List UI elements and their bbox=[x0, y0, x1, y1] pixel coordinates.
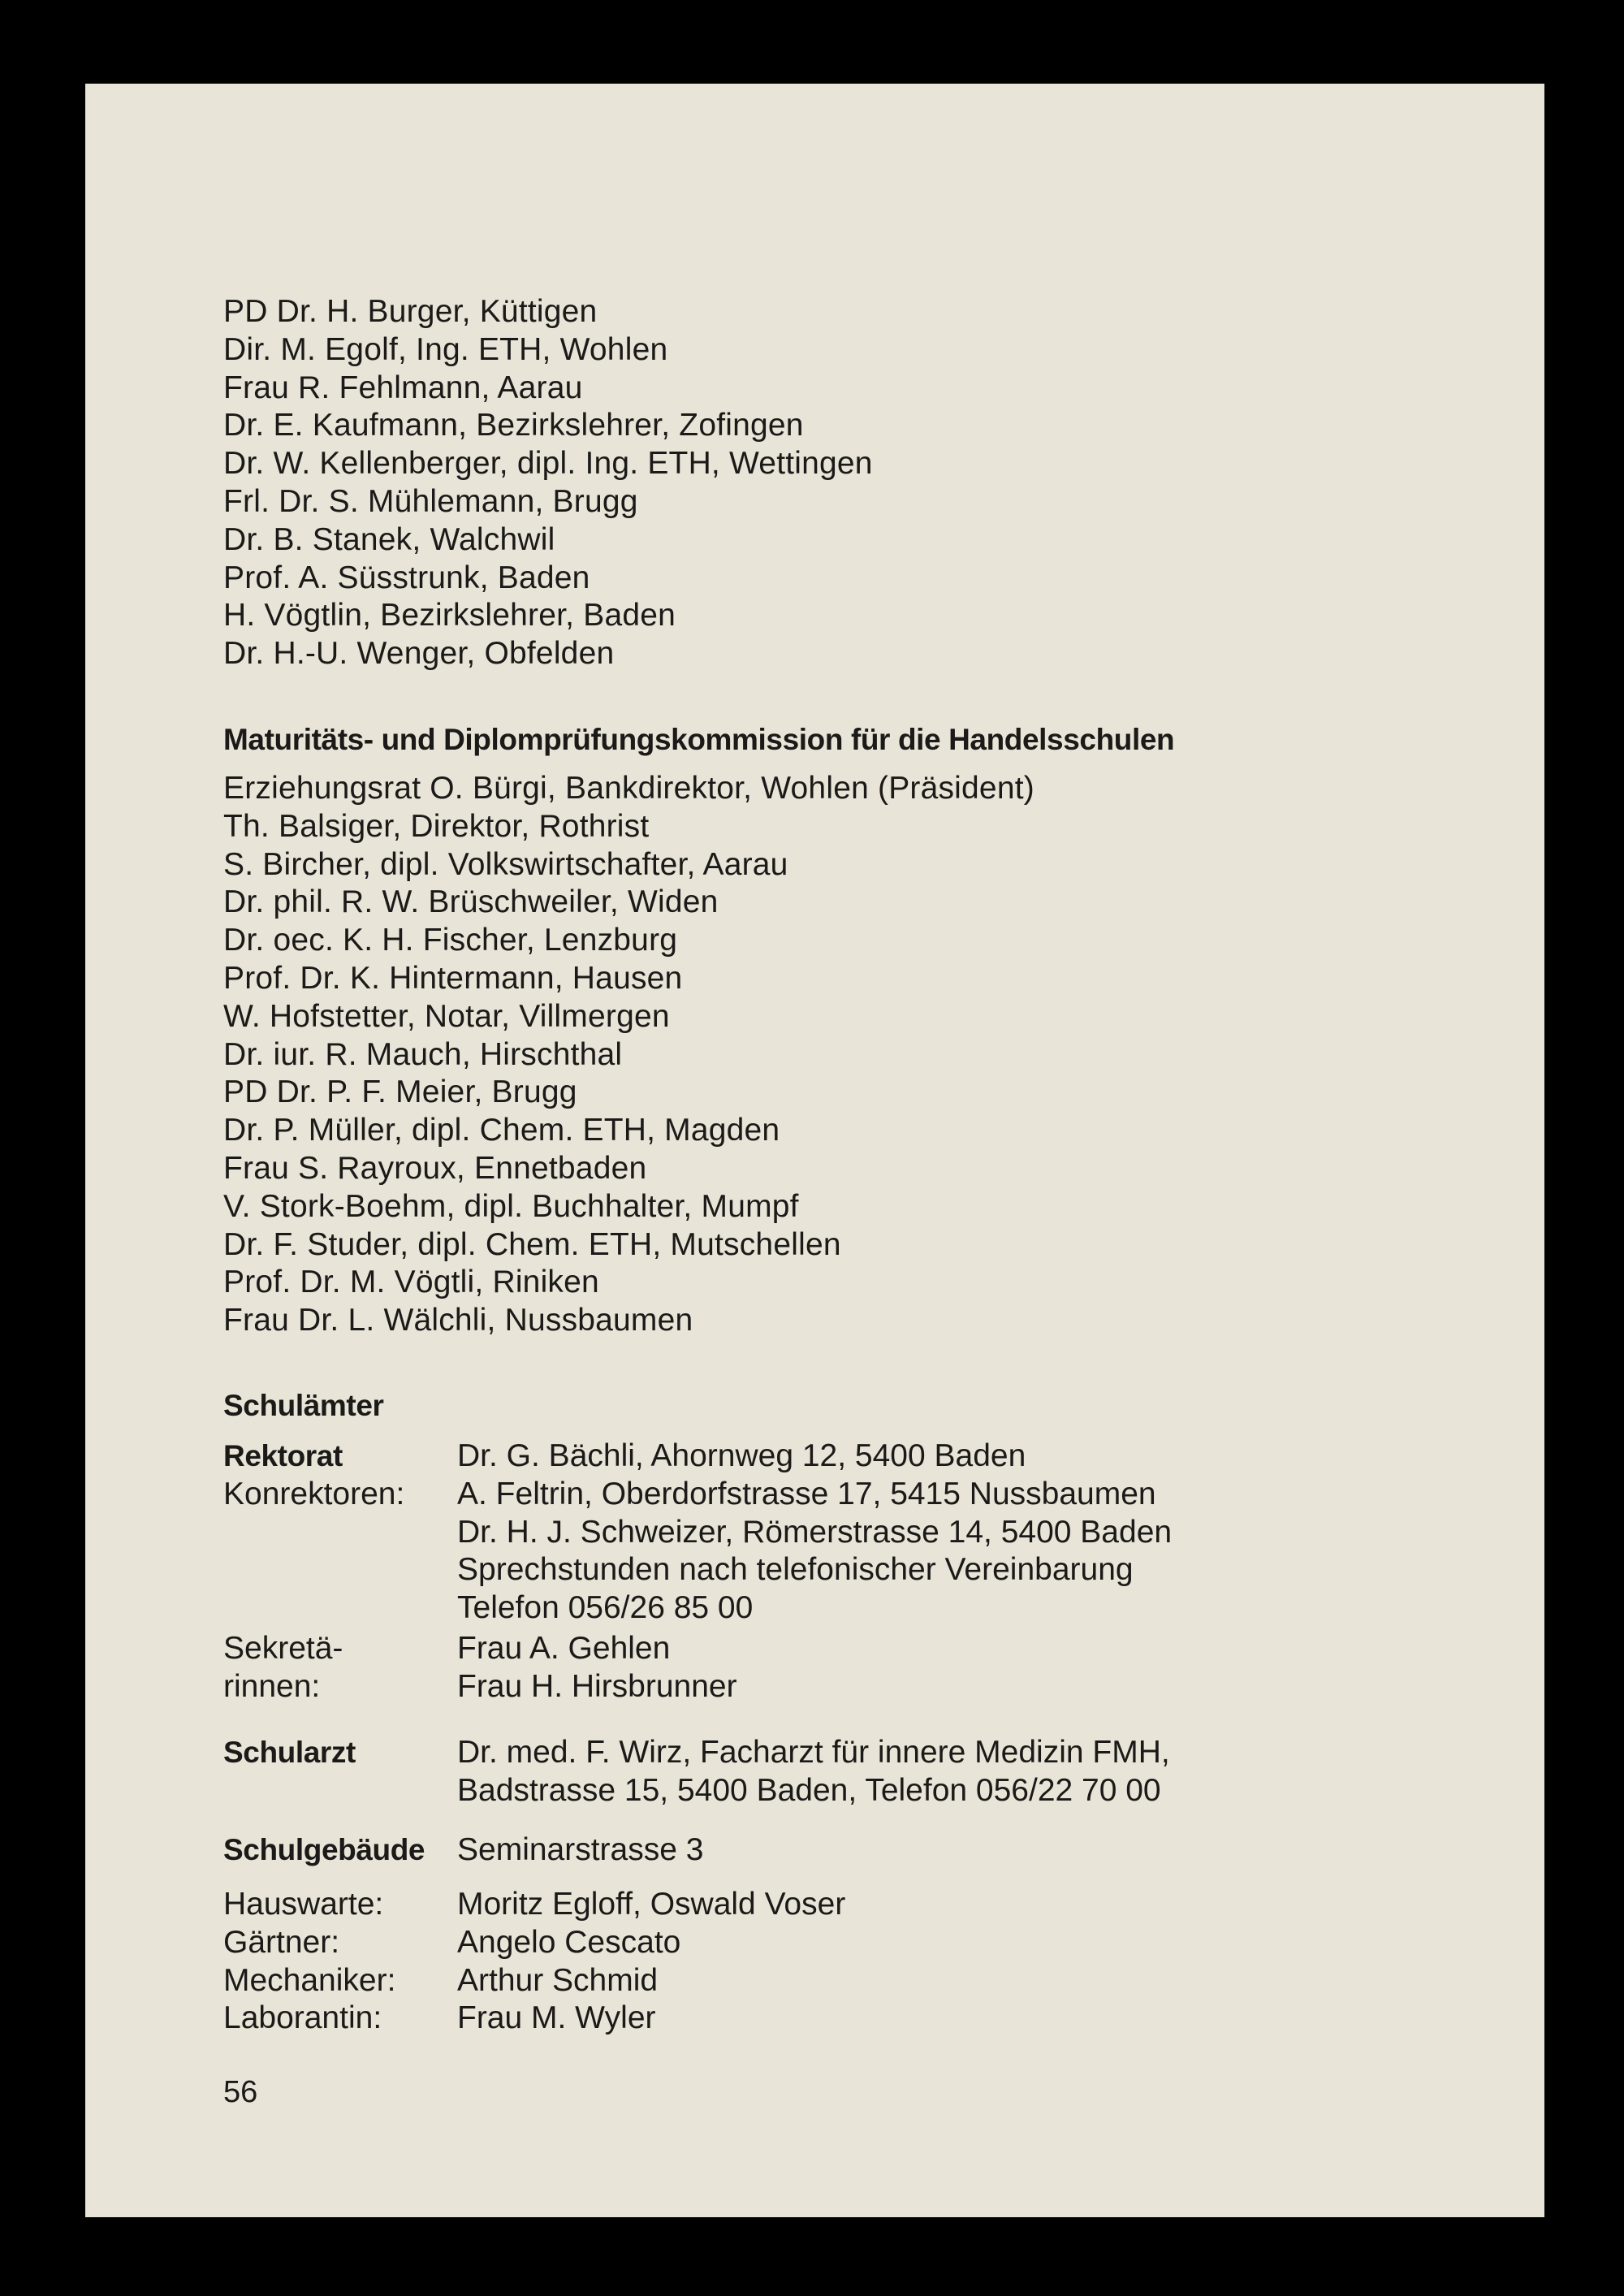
list-item: V. Stork-Boehm, dipl. Buchhalter, Mumpf bbox=[223, 1188, 799, 1224]
staff-value: Frau M. Wyler bbox=[457, 2000, 656, 2036]
rektorat-value: Dr. G. Bächli, Ahornweg 12, 5400 Baden bbox=[457, 1438, 1026, 1473]
staff-label: Gärtner: bbox=[223, 1924, 340, 1960]
konrektoren-label: Konrektoren: bbox=[223, 1476, 405, 1511]
konrektoren-line: A. Feltrin, Oberdorfstrasse 17, 5415 Nussbaumen bbox=[457, 1476, 1156, 1511]
list-item: Dr. oec. K. H. Fischer, Lenzburg bbox=[223, 923, 678, 958]
document-page bbox=[85, 84, 1544, 2217]
list-item: Dr. B. Stanek, Walchwil bbox=[223, 521, 555, 557]
sekretaerin-name: Frau H. Hirsbrunner bbox=[457, 1668, 737, 1704]
schularzt-line: Dr. med. F. Wirz, Facharzt für innere Medizin FMH, bbox=[457, 1735, 1170, 1770]
schulgebaeude-label: Schulgebäude bbox=[223, 1833, 425, 1866]
list-item: Dr. H.-U. Wenger, Obfelden bbox=[223, 636, 615, 672]
staff-value: Angelo Cescato bbox=[457, 1924, 681, 1960]
commission-heading: Maturitäts- und Diplomprüfungskommission für die Handelsschulen bbox=[223, 723, 1175, 756]
list-item: W. Hofstetter, Notar, Villmergen bbox=[223, 998, 670, 1034]
list-item: Prof. A. Süsstrunk, Baden bbox=[223, 560, 590, 595]
staff-row bbox=[223, 2000, 1360, 2038]
konrektoren-line: Telefon 056/26 85 00 bbox=[457, 1590, 754, 1626]
schulaemter-heading: Schulämter bbox=[223, 1389, 384, 1422]
list-item: Frau Dr. L. Wälchli, Nussbaumen bbox=[223, 1303, 693, 1338]
list-item: Dr. E. Kaufmann, Bezirkslehrer, Zofingen bbox=[223, 408, 804, 443]
list-item: Th. Balsiger, Direktor, Rothrist bbox=[223, 808, 650, 844]
staff-row bbox=[223, 1962, 1360, 2000]
schularzt-line: Badstrasse 15, 5400 Baden, Telefon 056/22 70 00 bbox=[457, 1772, 1161, 1808]
list-item: Dr. W. Kellenberger, dipl. Ing. ETH, Wettingen bbox=[223, 446, 873, 482]
staff-section bbox=[223, 1886, 1360, 2038]
sekretaerinnen-label: Sekretä- bbox=[223, 1631, 343, 1666]
rektorat-label: Rektorat bbox=[223, 1439, 343, 1472]
sekretaerinnen-label-cont: rinnen: bbox=[223, 1668, 321, 1704]
list-item: S. Bircher, dipl. Volkswirtschafter, Aarau bbox=[223, 846, 788, 882]
list-item: Dr. phil. R. W. Brüschweiler, Widen bbox=[223, 884, 719, 920]
schulgebaeude-section bbox=[223, 1831, 1360, 1870]
staff-value: Arthur Schmid bbox=[457, 1962, 659, 1998]
staff-value: Moritz Egloff, Oswald Voser bbox=[457, 1887, 846, 1922]
staff-label: Mechaniker: bbox=[223, 1962, 396, 1998]
staff-label: Hauswarte: bbox=[223, 1887, 384, 1922]
konrektoren-line: Sprechstunden nach telefonischer Vereinbarung bbox=[457, 1552, 1134, 1588]
list-item: Erziehungsrat O. Bürgi, Bankdirektor, Wohlen (Präsident) bbox=[223, 771, 1034, 806]
schulgebaeude-value: Seminarstrasse 3 bbox=[457, 1832, 704, 1867]
schularzt-section bbox=[223, 1734, 1360, 1810]
list-item: Dr. P. Müller, dipl. Chem. ETH, Magden bbox=[223, 1113, 780, 1148]
list-item: Prof. Dr. K. Hintermann, Hausen bbox=[223, 960, 683, 996]
list-item: H. Vögtlin, Bezirkslehrer, Baden bbox=[223, 598, 676, 633]
commission-member-list bbox=[223, 770, 1034, 1340]
konrektoren-line: Dr. H. J. Schweizer, Römerstrasse 14, 5400 Baden bbox=[457, 1514, 1173, 1550]
staff-label: Laborantin: bbox=[223, 2000, 382, 2036]
sekretaerinnen-section bbox=[223, 1630, 1360, 1706]
sekretaerin-name: Frau A. Gehlen bbox=[457, 1631, 671, 1666]
list-item: PD Dr. P. F. Meier, Brugg bbox=[223, 1074, 577, 1110]
staff-row bbox=[223, 1924, 1360, 1962]
list-item: Dir. M. Egolf, Ing. ETH, Wohlen bbox=[223, 331, 668, 367]
page-number: 56 bbox=[223, 2075, 258, 2109]
schularzt-label: Schularzt bbox=[223, 1736, 356, 1769]
list-item: Dr. iur. R. Mauch, Hirschthal bbox=[223, 1036, 623, 1072]
list-item: Prof. Dr. M. Vögtli, Riniken bbox=[223, 1265, 599, 1300]
list-item: Frau S. Rayroux, Ennetbaden bbox=[223, 1150, 647, 1186]
rektorat-section bbox=[223, 1438, 1360, 1628]
list-item: Dr. F. Studer, dipl. Chem. ETH, Mutschellen bbox=[223, 1226, 841, 1262]
list-item: Frl. Dr. S. Mühlemann, Brugg bbox=[223, 483, 638, 519]
list-item: PD Dr. H. Burger, Küttigen bbox=[223, 294, 598, 329]
first-member-list bbox=[223, 293, 873, 673]
staff-row bbox=[223, 1886, 1360, 1924]
list-item: Frau R. Fehlmann, Aarau bbox=[223, 370, 583, 405]
